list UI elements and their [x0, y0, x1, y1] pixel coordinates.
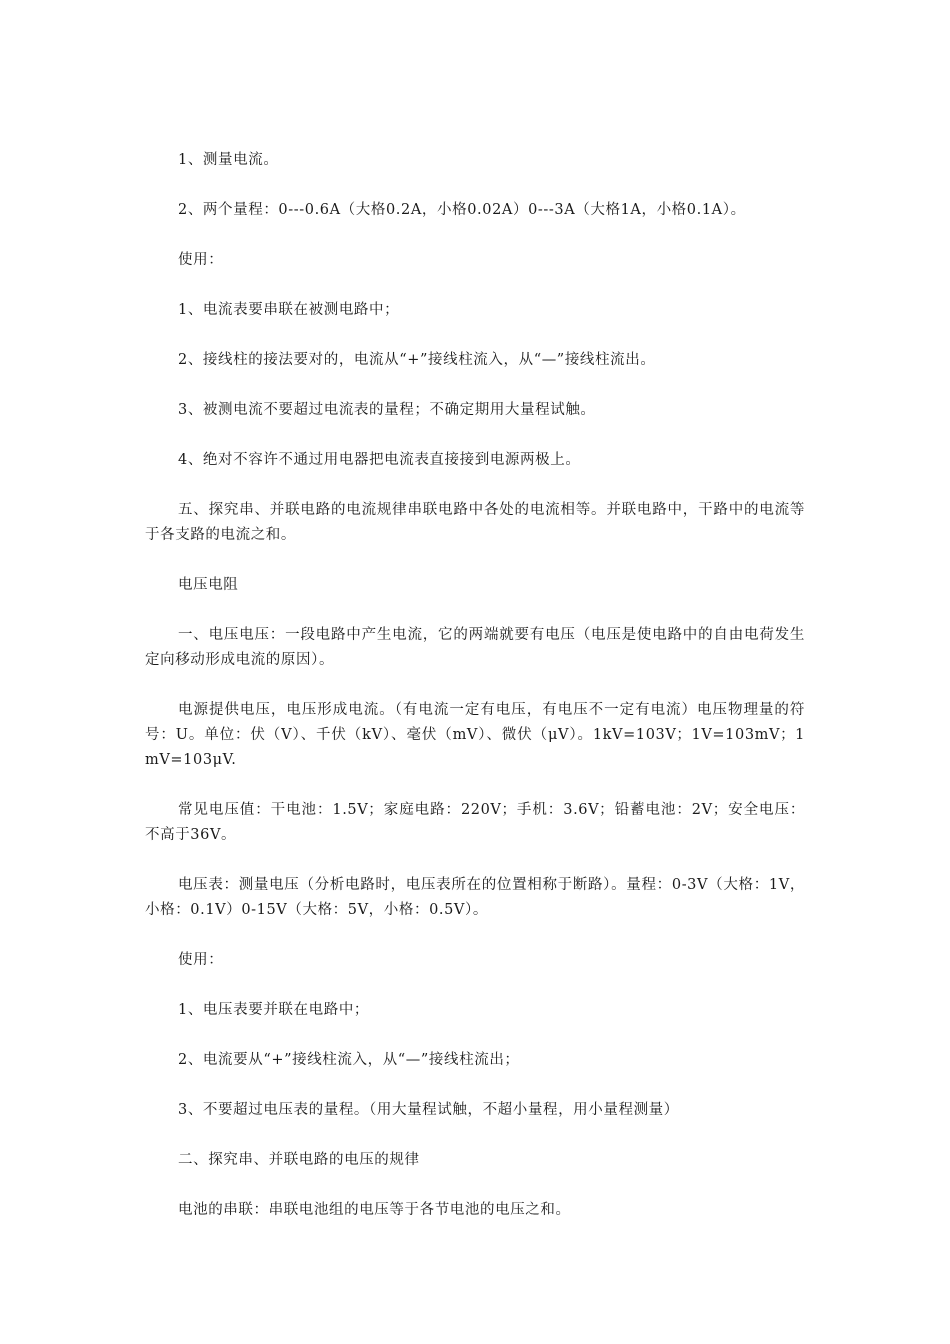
paragraph: 电压表：测量电压（分析电路时，电压表所在的位置相称于断路）。量程：0-3V（大格：1V，小格：0.1V）0-15V（大格：5V，小格：0.5V）。: [145, 877, 805, 918]
paragraph: 1、电流表要串联在被测电路中；: [178, 302, 400, 318]
paragraph: 二、探究串、并联电路的电压的规律: [178, 1152, 420, 1168]
paragraph: 电池的串联：串联电池组的电压等于各节电池的电压之和。: [178, 1202, 571, 1218]
paragraph: 常见电压值：干电池：1.5V；家庭电路：220V；手机：3.6V；铅蓄电池：2V；安全电压：不高于36V。: [145, 802, 805, 843]
paragraph: 2、两个量程：0---0.6A（大格0.2A，小格0.02A）0---3A（大格1A，小格0.1A）。: [178, 202, 746, 218]
paragraph: 2、接线柱的接法要对的，电流从“+”接线柱流入，从“—”接线柱流出。: [178, 352, 656, 368]
paragraph: 1、电压表要并联在电路中；: [178, 1002, 370, 1018]
paragraph: 1、测量电流。: [178, 152, 279, 168]
paragraph: 3、不要超过电压表的量程。（用大量程试触，不超小量程，用小量程测量）: [178, 1102, 679, 1118]
paragraph: 电源提供电压，电压形成电流。（有电流一定有电压，有电压不一定有电流）电压物理量的符号：U。单位：伏（V）、千伏（kV）、毫伏（mV）、微伏（μV）。1kV=103V；1V=103mV；1mV=103μV.: [145, 702, 805, 768]
paragraph: 使用：: [178, 252, 224, 268]
document-page: [145, 148, 805, 1248]
paragraph: 4、绝对不容许不通过用电器把电流表直接接到电源两极上。: [178, 452, 581, 468]
paragraph: 一、电压电压：一段电路中产生电流，它的两端就要有电压（电压是使电路中的自由电荷发生定向移动形成电流的原因）。: [145, 627, 805, 668]
paragraph: 使用：: [178, 952, 224, 968]
section-heading: 电压电阻: [178, 577, 239, 593]
paragraph: 3、被测电流不要超过电流表的量程；不确定期用大量程试触。: [178, 402, 596, 418]
paragraph: 2、电流要从“+”接线柱流入，从“—”接线柱流出；: [178, 1052, 520, 1068]
paragraph: 五、探究串、并联电路的电流规律串联电路中各处的电流相等。并联电路中，干路中的电流等于各支路的电流之和。: [145, 502, 805, 543]
